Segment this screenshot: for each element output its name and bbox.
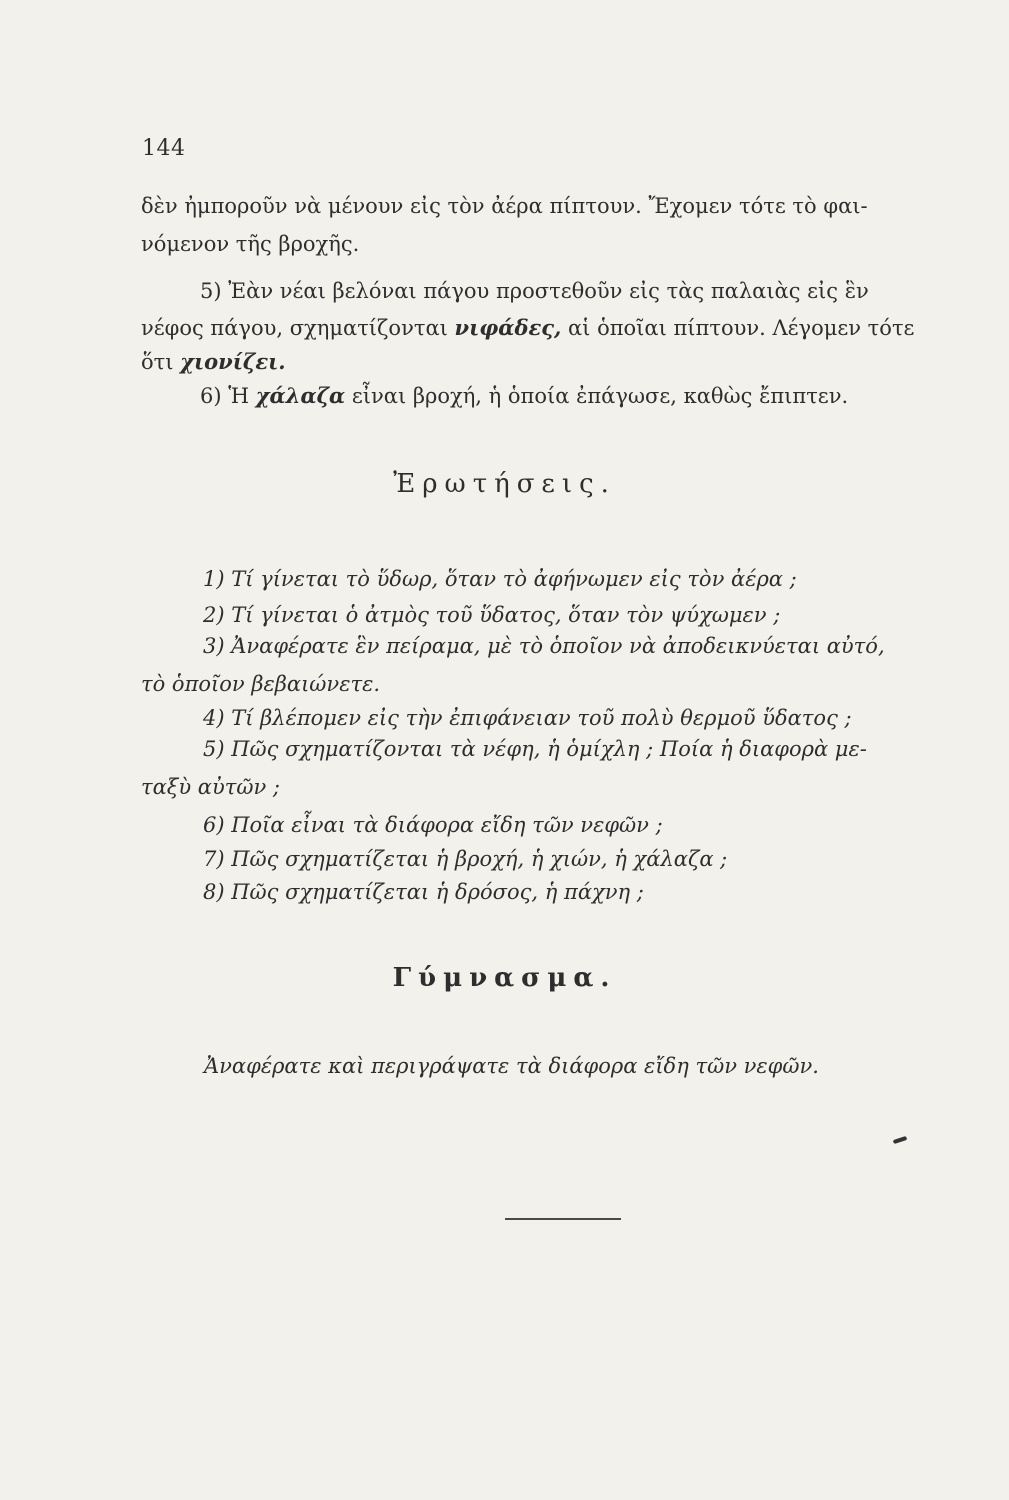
ink-speck: [893, 1136, 908, 1144]
body-line-6-text-a: 6) Ἡ: [200, 384, 256, 408]
body-line-5: [141, 351, 286, 373]
question-7: 7) Πῶς σχηματίζεται ἡ βροχή, ἡ χιών, ἡ χάλαζα ;: [203, 847, 728, 871]
question-4: 4) Τί βλέπομεν εἰς τὴν ἐπιφάνειαν τοῦ πολὺ θερμοῦ ὕδατος ;: [203, 706, 852, 730]
questions-heading: Ἐρωτήσεις.: [393, 469, 616, 499]
page-number: 144: [142, 136, 186, 161]
body-line-5-text-a: ὅτι: [141, 350, 181, 374]
exercise-heading: Γύμνασμα.: [392, 963, 617, 993]
question-8: 8) Πῶς σχηματίζεται ἡ δρόσος, ἡ πάχνη ;: [203, 880, 644, 904]
question-5: 5) Πῶς σχηματίζονται τὰ νέφη, ἡ ὁμίχλη ; Ποία ἡ διαφορὰ με-: [203, 737, 867, 761]
body-line-4-text-c: αἱ ὁποῖαι πίπτουν. Λέγομεν τότε: [561, 316, 915, 340]
question-6: 6) Ποῖα εἶναι τὰ διάφορα εἴδη τῶν νεφῶν ;: [203, 813, 663, 837]
question-3: 3) Ἀναφέρατε ἓν πείραμα, μὲ τὸ ὁποῖον νὰ ἀποδεικνύεται αὐτό,: [203, 634, 885, 658]
body-line-2: νόμενον τῆς βροχῆς.: [141, 232, 360, 256]
body-line-6-text-c: εἶναι βροχή, ἡ ὁποία ἐπάγωσε, καθὼς ἔπιπτεν.: [345, 384, 849, 408]
body-line-1: δὲν ἠμποροῦν νὰ μένουν εἰς τὸν ἀέρα πίπτουν. Ἔχομεν τότε τὸ φαι-: [141, 194, 868, 218]
term-nifades: νιφάδες,: [454, 315, 562, 340]
closing-rule: [505, 1218, 621, 1220]
body-line-6: [200, 385, 848, 407]
body-line-4: [141, 317, 914, 339]
body-line-3: 5) Ἐὰν νέαι βελόναι πάγου προστεθοῦν εἰς τὰς παλαιὰς εἰς ἓν: [200, 279, 869, 303]
exercise-text: Ἀναφέρατε καὶ περιγράψατε τὰ διάφορα εἴδη τῶν νεφῶν.: [204, 1054, 819, 1078]
question-3-continuation: τὸ ὁποῖον βεβαιώνετε.: [141, 672, 381, 696]
term-chalaza: χάλαζα: [255, 383, 346, 408]
body-line-4-text-a: νέφος πάγου, σχηματίζονται: [141, 316, 455, 340]
question-5-continuation: ταξὺ αὐτῶν ;: [141, 775, 281, 799]
question-2: 2) Τί γίνεται ὁ ἀτμὸς τοῦ ὕδατος, ὅταν τὸν ψύχωμεν ;: [203, 603, 781, 627]
term-chionizei: χιονίζει.: [180, 349, 286, 374]
question-1: 1) Τί γίνεται τὸ ὕδωρ, ὅταν τὸ ἀφήνωμεν εἰς τὸν ἀέρα ;: [203, 567, 797, 591]
